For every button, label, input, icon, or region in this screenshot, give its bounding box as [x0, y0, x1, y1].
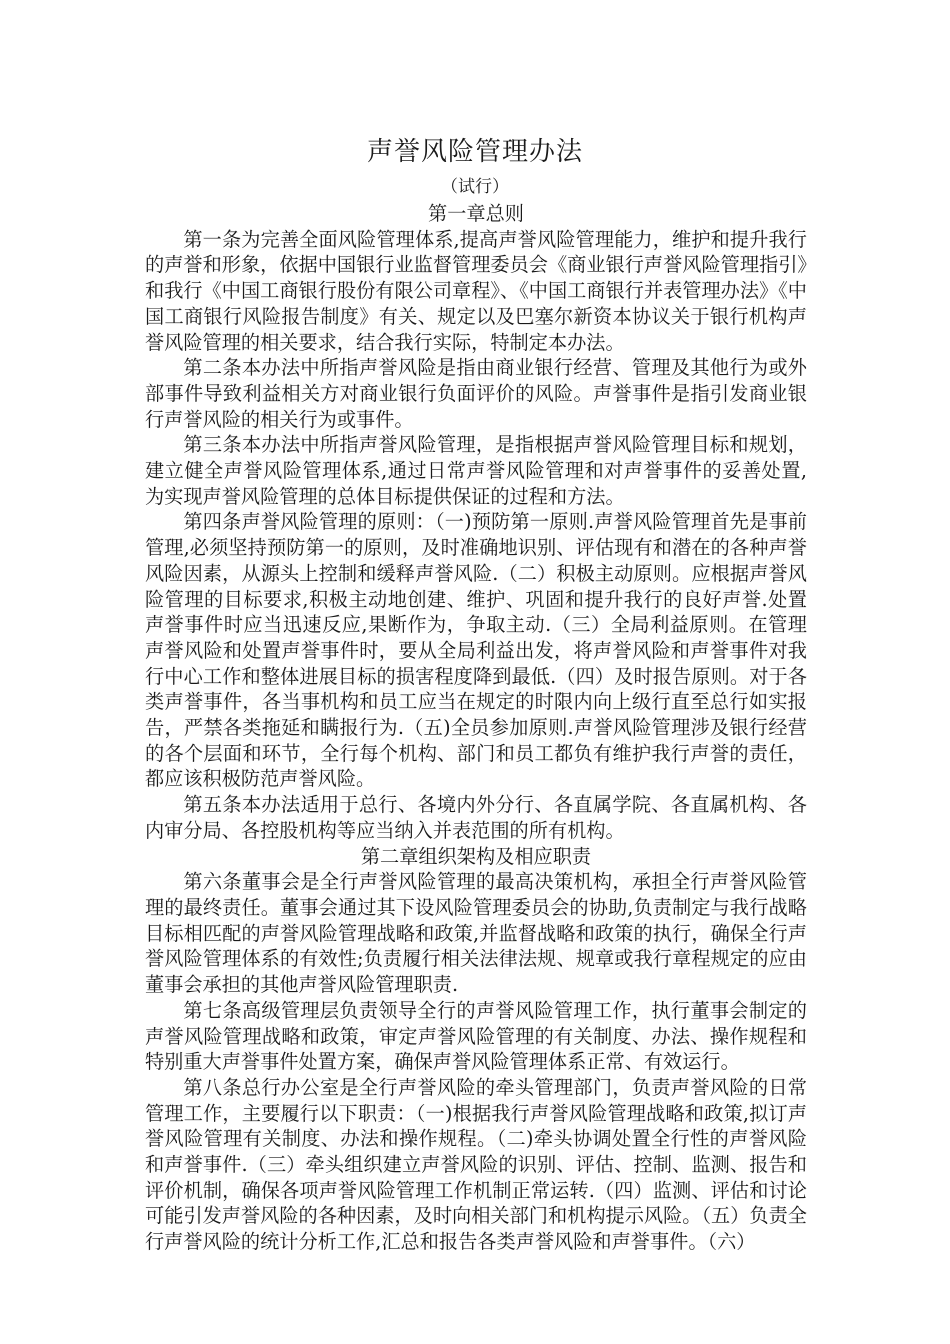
article-8: 第八条总行办公室是全行声誉风险的牵头管理部门，负责声誉风险的日常管理工作，主要履行以下职责：（一)根据我行声誉风险管理战略和政策,拟订声誉风险管理有关制度、办法和操作规程。（二)牵头协调处置全行性的声誉风险和声誉事件.（三）牵头组织建立声誉风险的识别、评估、控制、监测、报告和评价机制，确保各项声誉风险管理工作机制正常运转.（四）监测、评估和讨论可能引发声誉风险的各种因素，及时向相关部门和机构提示风险。（五）负责全行声誉风险的统计分析工作,汇总和报告各类声誉风险和声誉事件。（六） — [145, 1075, 807, 1254]
article-1: 第一条为完善全面风险管理体系,提高声誉风险管理能力，维护和提升我行的声誉和形象，依据中国银行业监督管理委员会《商业银行声誉风险管理指引》和我行《中国工商银行股份有限公司章程》、《中国工商银行并表管理办法》《中国工商银行风险报告制度》有关、规定以及巴塞尔新资本协议关于银行机构声誉风险管理的相关要求，结合我行实际，特制定本办法。 — [145, 227, 807, 354]
document-body — [145, 201, 807, 1255]
article-2: 第二条本办法中所指声誉风险是指由商业银行经营、管理及其他行为或外部事件导致利益相关方对商业银行负面评价的风险。声誉事件是指引发商业银行声誉风险的相关行为或事件。 — [145, 356, 807, 431]
article-4: 第四条声誉风险管理的原则：（一)预防第一原则.声誉风险管理首先是事前管理,必须坚持预防第一的原则，及时准确地识别、评估现有和潜在的各种声誉风险因素，从源头上控制和缓释声誉风险.（二）积极主动原则。应根据声誉风险管理的目标要求,积极主动地创建、维护、巩固和提升我行的良好声誉.处置声誉事件时应当迅速反应,果断作为，争取主动.（三）全局利益原则。在管理声誉风险和处置声誉事件时，要从全局利益出发，将声誉风险和声誉事件对我行中心工作和整体进展目标的损害程度降到最低.（四）及时报告原则。对于各类声誉事件，各当事机构和员工应当在规定的时限内向上级行直至总行如实报告，严禁各类拖延和瞒报行为.（五)全员参加原则.声誉风险管理涉及银行经营的各个层面和环节，全行每个机构、部门和员工都负有维护我行声誉的责任，都应该积极防范声誉风险。 — [145, 510, 807, 791]
article-5: 第五条本办法适用于总行、各境内外分行、各直属学院、各直属机构、各内审分局、各控股机构等应当纳入并表范围的所有机构。 — [145, 793, 807, 842]
document-title: 声誉风险管理办法 — [366, 137, 583, 167]
chapter-heading-1: 第一章总则 — [428, 202, 524, 225]
article-3: 第三条本办法中所指声誉风险管理，是指根据声誉风险管理目标和规划，建立健全声誉风险管理体系,通过日常声誉风险管理和对声誉事件的妥善处置,为实现声誉风险管理的总体目标提供保证的过程和方法。 — [145, 433, 807, 508]
article-6: 第六条董事会是全行声誉风险管理的最高决策机构，承担全行声誉风险管理的最终责任。董事会通过其下设风险管理委员会的协助,负责制定与我行战略目标相匹配的声誉风险管理战略和政策,并监督战略和政策的执行，确保全行声誉风险管理体系的有效性;负责履行相关法律法规、规章或我行章程规定的应由董事会承担的其他声誉风险管理职责. — [145, 870, 807, 997]
article-7: 第七条高级管理层负责领导全行的声誉风险管理工作，执行董事会制定的声誉风险管理战略和政策，审定声誉风险管理的有关制度、办法、操作规程和特别重大声誉事件处置方案，确保声誉风险管理体系正常、有效运行。 — [145, 998, 807, 1074]
chapter-heading-2: 第二章组织架构及相应职责 — [360, 844, 592, 868]
document-subtitle: （试行） — [441, 177, 509, 197]
